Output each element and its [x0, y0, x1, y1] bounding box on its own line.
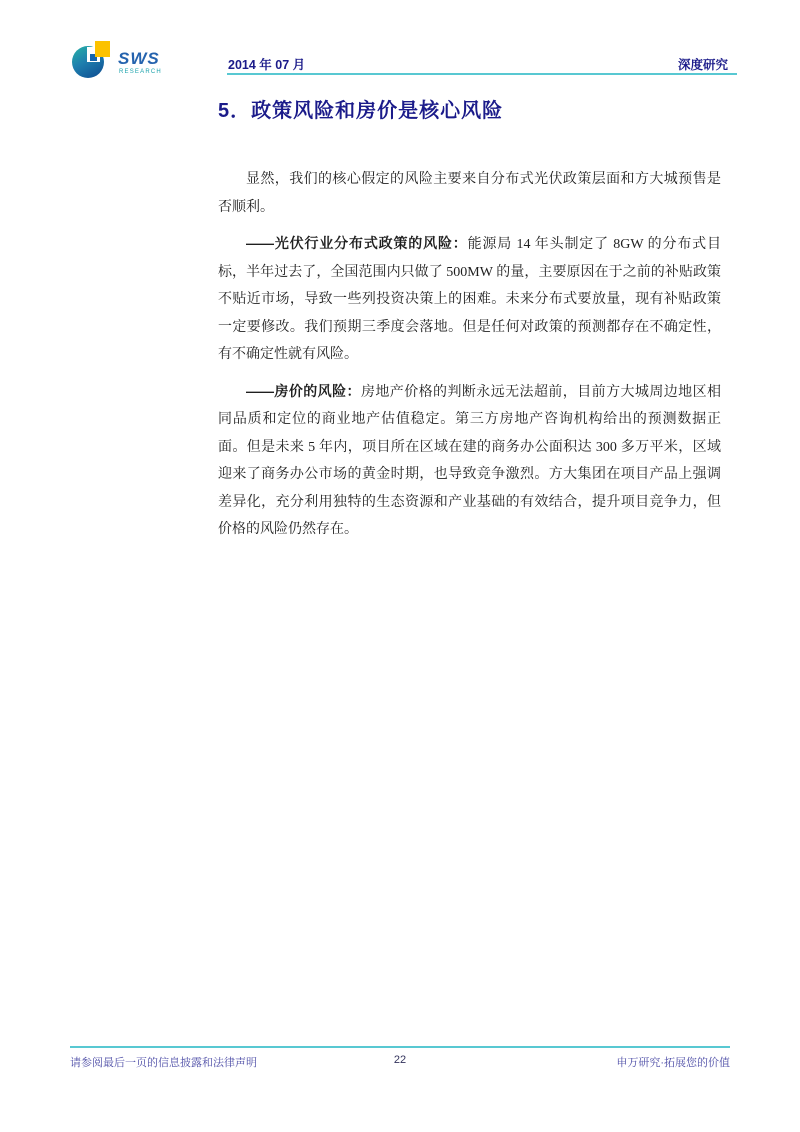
- brand-slogan: 申万研究·拓展您的价值: [616, 1057, 730, 1069]
- paragraph-intro-text: 显然，我们的核心假定的风险主要来自分布式光伏政策层面和方大城预售是否顺利。: [218, 172, 721, 215]
- report-body: [218, 94, 721, 553]
- page-footer: [70, 1046, 730, 1069]
- page-header: [0, 0, 800, 80]
- paragraph-policy-risk: [218, 230, 721, 369]
- sws-yellow-square: [95, 41, 110, 57]
- paragraph-policy-risk-lead: ——光伏行业分布式政策的风险：: [246, 235, 468, 251]
- paragraph-intro: [218, 165, 721, 221]
- disclaimer-note: 请参阅最后一页的信息披露和法律声明: [70, 1057, 257, 1069]
- paragraph-price-risk-text: 房地产价格的判断永远无法超前，目前方大城周边地区相同品质和定位的商业地产估值稳定。第三方房地产咨询机构给出的预测数据正面。但是未来 5 年内，项目所在区域在建的商务办公面积达 300 多万平米，区域迎来了商务办公市场的黄金时期，也导致竞争激烈。方大集团在项目产品上强调差异化，充分利用独特的生态资源和产业基础的有效结合，提升项目竞争力，但价格的风险仍然存在。: [218, 384, 722, 537]
- sws-logo: [70, 36, 180, 84]
- page-number: 22: [393, 1054, 407, 1066]
- header-divider: [227, 73, 737, 75]
- paragraph-price-risk-lead: ——房价的风险：: [246, 382, 361, 399]
- sws-logo-wordmark: SWS: [118, 49, 160, 68]
- section-title: 5．政策风险和房价是核心风险: [218, 100, 504, 122]
- report-type-label: 深度研究: [677, 58, 728, 72]
- paragraph-price-risk: [218, 378, 721, 544]
- report-date: 2014 年 07 月: [228, 58, 306, 72]
- paragraph-policy-risk-text: 能源局 14 年头制定了 8GW 的分布式目标，半年过去了，全国范围内只做了 500MW 的量，主要原因在于之前的补贴政策不贴近市场，导致一些列投资决策上的困难。未来分布式要放量，现有补贴政策一定要修改。我们预期三季度会落地。但是任何对政策的预测都存在不确定性，有不确定性就有风险。: [218, 237, 722, 362]
- sws-logo-subtext: RESEARCH: [119, 69, 162, 75]
